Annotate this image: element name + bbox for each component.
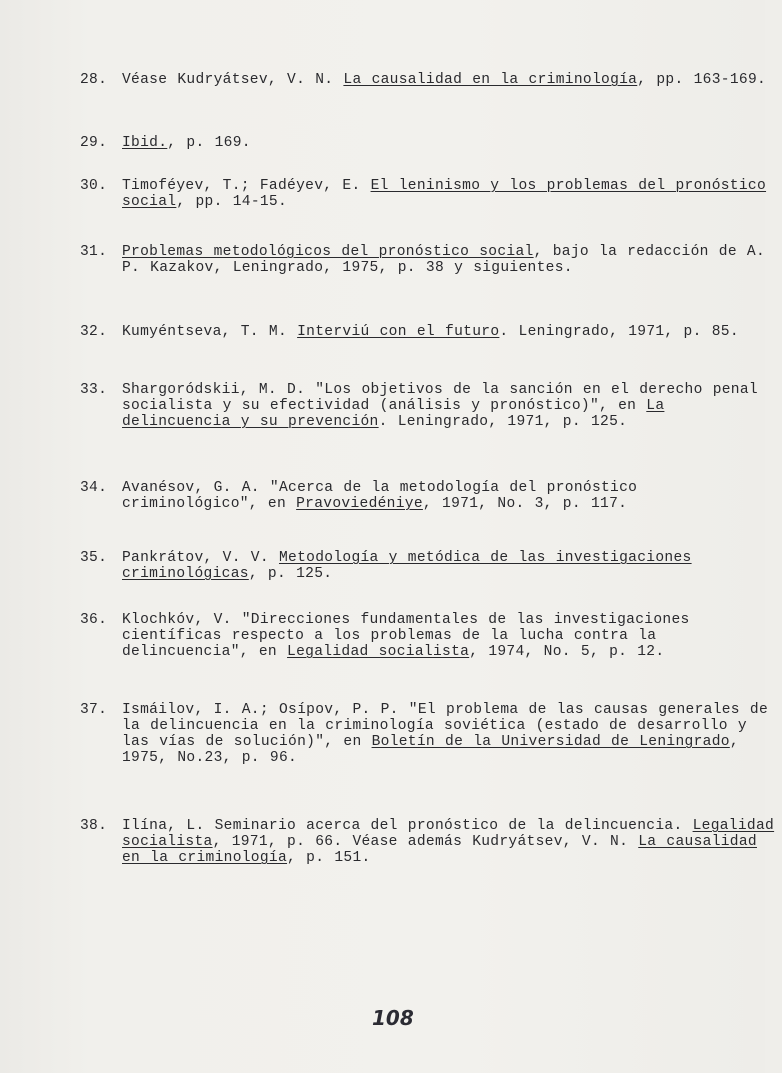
endnote-text-segment: . Leningrado, 1971, p. 85.	[499, 324, 739, 340]
cited-work-title: Interviú con el futuro	[297, 324, 500, 340]
endnote-text-segment: Shargoródskii, M. D. "Los objetivos de la sanción en el derecho penal socialista y su efectividad (análisis y pronóstico)", en	[122, 382, 758, 414]
endnote-text-segment: , 1974, No. 5, p. 12.	[469, 644, 665, 660]
endnote-item	[80, 244, 782, 276]
endnote-text	[122, 244, 782, 276]
endnote-text-segment: Klochkóv, V. "Direcciones fundamentales de las investigaciones científicas respecto a los problemas de la lucha contra la delincuencia", en	[122, 612, 690, 660]
endnote-number: 34.	[80, 480, 108, 496]
endnote-number: 33.	[80, 382, 108, 398]
endnote-item	[80, 818, 782, 866]
cited-work-title: Ibid.	[122, 135, 168, 151]
endnote-text	[122, 324, 782, 340]
endnote-number: 36.	[80, 612, 108, 628]
endnote-number: 35.	[80, 550, 108, 566]
endnote-number: 38.	[80, 818, 108, 834]
cited-work-title: Problemas metodológicos del pronóstico social	[122, 244, 534, 260]
endnote-text-segment: , pp. 163-169.	[637, 72, 767, 88]
endnote-text-segment: , 1975, No.23, p. 96.	[122, 734, 739, 766]
endnote-item	[80, 612, 782, 660]
endnote-text-segment: , bajo la redacción de A. P. Kazakov, Leningrado, 1975, p. 38 y siguientes.	[122, 244, 766, 276]
endnote-item	[80, 550, 782, 582]
endnote-text	[122, 480, 782, 512]
endnote-text-segment: Ismáilov, I. A.; Osípov, P. P. "El problema de las causas generales de la delincuencia en la criminología soviética (estado de desarrollo y las vías de solución)", en	[122, 702, 769, 750]
endnote-text-segment: , 1971, p. 66. Véase además Kudryátsev, V. N.	[212, 834, 639, 850]
endnote-text	[122, 702, 782, 766]
endnote-number: 30.	[80, 178, 108, 194]
endnote-text-segment: , p. 151.	[287, 850, 371, 866]
cited-work-title: Legalidad socialista	[287, 644, 470, 660]
endnote-item	[80, 178, 782, 210]
cited-work-title: El leninismo y los problemas del pronóstico social	[122, 178, 767, 210]
endnote-text	[122, 135, 782, 151]
cited-work-title: La delincuencia y su prevención	[122, 398, 665, 430]
cited-work-title: La causalidad en la criminología	[343, 72, 638, 88]
endnote-text-segment: . Leningrado, 1971, p. 125.	[378, 414, 628, 430]
endnote-text-segment: Véase Kudryátsev, V. N.	[122, 72, 344, 88]
endnote-number: 31.	[80, 244, 108, 260]
endnote-text-segment: , p. 125.	[248, 566, 333, 582]
endnote-text-segment: Timoféyev, T.; Fadéyev, E.	[122, 178, 371, 194]
endnote-item	[80, 72, 782, 88]
endnote-item	[80, 382, 782, 430]
cited-work-title: Boletín de la Universidad de Leningrado	[371, 734, 730, 750]
endnote-text-segment: Pankrátov, V. V.	[122, 550, 279, 566]
cited-work-title: Pravoviedéniye	[296, 496, 423, 512]
cited-work-title: La causalidad en la criminología	[122, 834, 757, 866]
endnote-number: 28.	[80, 72, 108, 88]
cited-work-title: Metodología y metódica de las investigaciones criminológicas	[122, 550, 692, 582]
endnote-text-segment: Ilína, L. Seminario acerca del pronóstico de la delincuencia.	[122, 818, 693, 834]
endnote-text-segment: , pp. 14-15.	[176, 194, 288, 210]
endnote-number: 32.	[80, 324, 108, 340]
endnote-item	[80, 135, 782, 151]
cited-work-title: Legalidad socialista	[122, 818, 775, 850]
endnote-item	[80, 324, 782, 340]
endnote-number: 29.	[80, 135, 108, 151]
endnote-text	[122, 72, 782, 88]
endnote-text	[122, 550, 782, 582]
endnote-text-segment: Kumyéntseva, T. M.	[122, 324, 298, 340]
endnote-text	[122, 612, 782, 660]
endnote-text-segment: Avanésov, G. A. "Acerca de la metodología del pronóstico criminológico", en	[122, 480, 638, 512]
endnote-text-segment: , 1971, No. 3, p. 117.	[422, 496, 628, 512]
endnote-text-segment: , p. 169.	[167, 135, 251, 151]
endnote-item	[80, 702, 782, 766]
endnote-number: 37.	[80, 702, 108, 718]
endnote-text	[122, 382, 782, 430]
endnote-item	[80, 480, 782, 512]
page-number: 108	[372, 1006, 414, 1030]
endnote-text	[122, 818, 782, 866]
endnote-text	[122, 178, 782, 210]
